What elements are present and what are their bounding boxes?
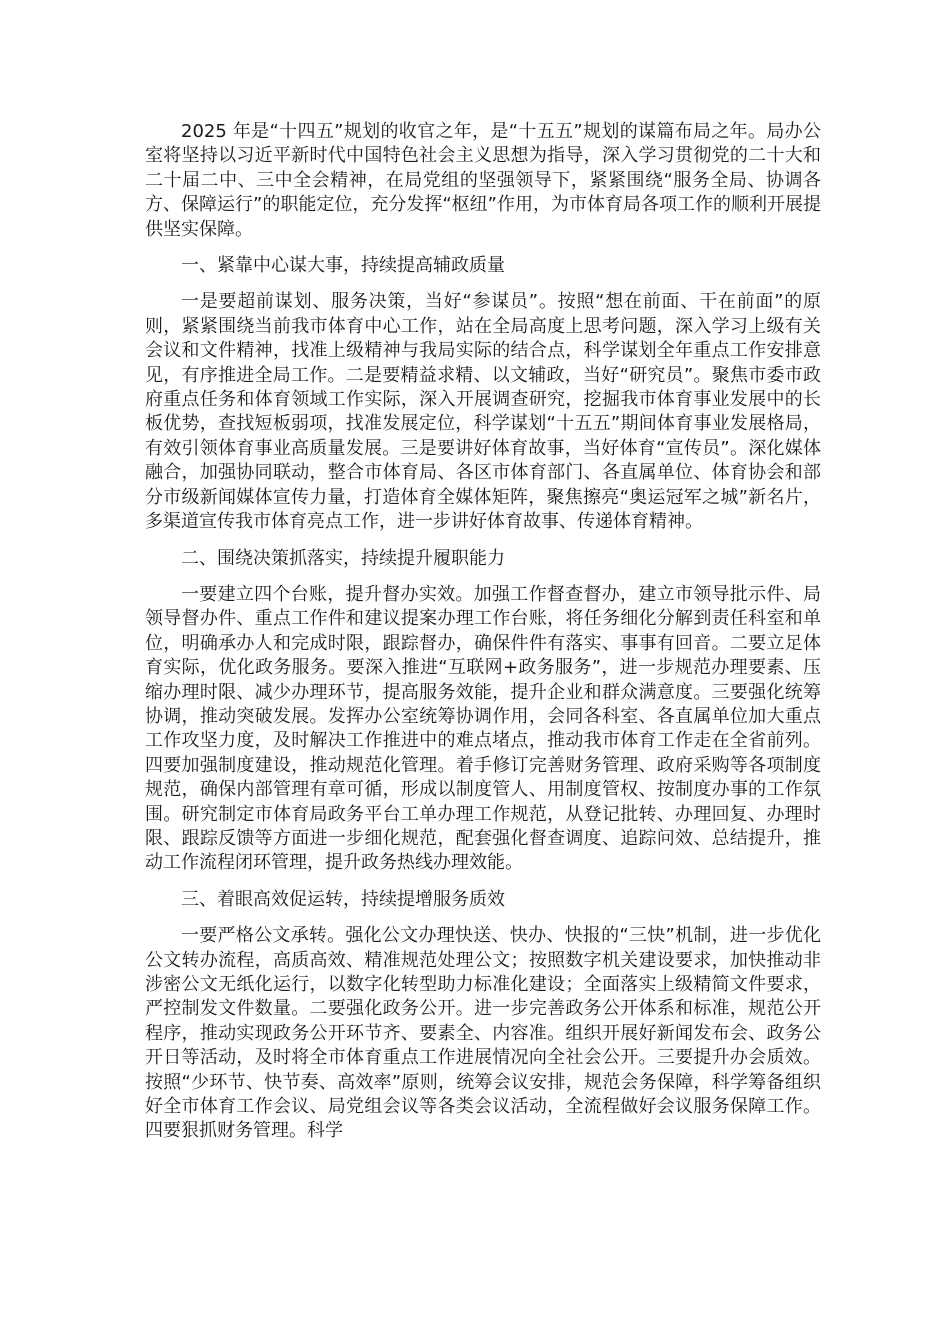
section-body-2: 一要建立四个台账，提升督办实效。加强工作督查督办，建立市领导批示件、局领导督办件、重点工作件和建议提案办理工作台账，将任务细化分解到责任科室和单位，明确承办人和完成时限，跟踪督办，确保件件有落实、事事有回音。二要立足体育实际，优化政务服务。要深入推进“互联网+政务服务”，进一步规范办理要素、压缩办理时限、减少办理环节，提高服务效能，提升企业和群众满意度。三要强化统筹协调，推动突破发展。发挥办公室统筹协调作用，会同各科室、各直属单位加大重点工作攻坚力度，及时解决工作推进中的难点堵点，推动我市体育工作走在全省前列。四要加强制度建设，推动规范化管理。着手修订完善财务管理、政府采购等各项制度规范，确保内部管理有章可循，形成以制度管人、用制度管权、按制度办事的工作氛围。研究制定市体育局政务平台工单办理工作规范，从登记批转、办理回复、办理时限、跟踪反馈等方面进一步细化规范，配套强化督查调度、追踪问效、总结提升，推动工作流程闭环管理，提升政务热线办理效能。 <box>145 583 821 874</box>
section-body-3: 一要严格公文承转。强化公文办理快送、快办、快报的“三快”机制，进一步优化公文转办流程，高质高效、精准规范处理公文；按照数字机关建设要求，加快推动非涉密公文无纸化运行，以数字化转型助力标准化建设；全面落实上级精简文件要求，严控制发文件数量。二要强化政务公开。进一步完善政务公开体系和标准，规范公开程序，推动实现政务公开环节齐、要素全、内容准。组织开展好新闻发布会、政务公开日等活动，及时将全市体育重点工作进展情况向全社会公开。三要提升办会质效。按照“少环节、快节奏、高效率”原则，统筹会议安排，规范会务保障，科学筹备组织好全市体育工作会议、局党组会议等各类会议活动，全流程做好会议服务保障工作。四要狠抓财务管理。科学 <box>145 925 821 1142</box>
section-heading-3: 三、着眼高效促运转，持续提增服务质效 <box>181 888 505 910</box>
document-page <box>145 120 821 1144</box>
section-body-1: 一是要超前谋划、服务决策，当好“参谋员”。按照“想在前面、干在前面”的原则，紧紧围绕当前我市体育中心工作，站在全局高度上思考问题，深入学习上级有关会议和文件精神，找准上级精神与我局实际的结合点，科学谋划全年重点工作安排意见，有序推进全局工作。二是要精益求精、以文辅政，当好“研究员”。聚焦市委市政府重点任务和体育领域工作实际，深入开展调查研究，挖掘我市体育事业发展中的长板优势，查找短板弱项，找准发展定位，科学谋划“十五五”期间体育事业发展格局，有效引领体育事业高质量发展。三是要讲好体育故事，当好体育“宣传员”。深化媒体融合，加强协同联动，整合市体育局、各区市体育部门、各直属单位、体育协会和部分市级新闻媒体宣传力量，打造体育全媒体矩阵，聚焦擦亮“奥运冠军之城”新名片，多渠道宣传我市体育亮点工作，进一步讲好体育故事、传递体育精神。 <box>145 291 821 533</box>
section-heading-1: 一、紧靠中心谋大事，持续提高辅政质量 <box>181 255 505 277</box>
section-heading-2: 二、围绕决策抓落实，持续提升履职能力 <box>181 547 505 569</box>
intro-paragraph: 2025 年是“十四五”规划的收官之年，是“十五五”规划的谋篇布局之年。局办公室将坚持以习近平新时代中国特色社会主义思想为指导，深入学习贯彻党的二十大和二十届二中、三中全会精神，在局党组的坚强领导下，紧紧围绕“服务全局、协调各方、保障运行”的职能定位，充分发挥“枢纽”作用，为市体育局各项工作的顺利开展提供坚实保障。 <box>145 121 821 240</box>
